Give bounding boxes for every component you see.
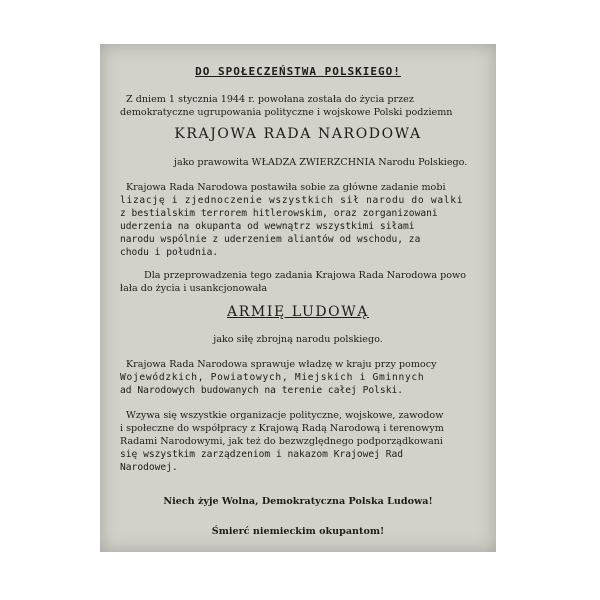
para3-line-2: Wojewódzkich, Powiatowych, Miejskich i Gminnych bbox=[120, 372, 425, 383]
proclamation-sheet bbox=[100, 44, 496, 552]
para3-line-1: Krajowa Rada Narodowa sprawuje władzę w kraju przy pomocy bbox=[126, 359, 437, 370]
para1-line-3: z bestialskim terrorem hitlerowskim, oraz zorganizowani bbox=[120, 208, 438, 219]
para4-line-1: Wzywa się wszystkie organizacje polityczne, wojskowe, zawodow bbox=[126, 410, 444, 421]
para2-line-2: łała do życia i usankcjonowała bbox=[120, 283, 268, 294]
authority-line: jako prawowita WŁADZA ZWIERZCHNIA Narodu Polskiego. bbox=[174, 157, 468, 168]
para1-line-5: narodu wspólnie z uderzeniem aliantów od wschodu, za bbox=[120, 234, 421, 245]
para3-line-3: ad Narodowych budowanych na terenie całej Polski. bbox=[120, 385, 404, 396]
armed-force-line: jako siłę zbrojną narodu polskiego. bbox=[213, 334, 383, 345]
document-title: DO SPOŁECZEŃSTWA POLSKIEGO! bbox=[195, 65, 401, 78]
para2-line-1: Dla przeprowadzenia tego zadania Krajowa Rada Narodowa powo bbox=[144, 270, 467, 281]
para4-line-3: Radami Narodowymi, jak też do bezwzględnego podporządkowani bbox=[120, 436, 443, 447]
slogan-smierc-okupantom: Śmierć niemieckim okupantom! bbox=[211, 526, 385, 537]
para4-line-4: się wszystkim zarządzeniom i nakazom Krajowej Rad bbox=[120, 449, 404, 460]
para1-line-4: uderzenia na okupanta od wewnątrz wszystkimi siłami bbox=[120, 221, 415, 232]
para1-line-6: chodu i południa. bbox=[120, 247, 219, 258]
para4-line-2: i społeczne do współpracy z Krajową Radą Narodową i terenowym bbox=[120, 423, 444, 434]
intro-line-2: demokratyczne ugrupowania polityczne i wojskowe Polski podziemn bbox=[120, 107, 453, 118]
slogan-polska-ludowa: Niech żyje Wolna, Demokratyczna Polska Ludowa! bbox=[163, 496, 433, 507]
heading-krajowa-rada: KRAJOWA RADA NARODOWA bbox=[174, 126, 422, 142]
para1-line-2: lizację i zjednoczenie wszystkich sił narodu do walki bbox=[120, 195, 464, 206]
para1-line-1: Krajowa Rada Narodowa postawiła sobie za główne zadanie mobi bbox=[126, 182, 446, 193]
heading-armia-ludowa: ARMIĘ LUDOWĄ bbox=[227, 304, 369, 320]
intro-line-1: Z dniem 1 stycznia 1944 r. powołana została do życia przez bbox=[126, 94, 414, 105]
para4-line-5: Narodowej. bbox=[120, 462, 178, 473]
